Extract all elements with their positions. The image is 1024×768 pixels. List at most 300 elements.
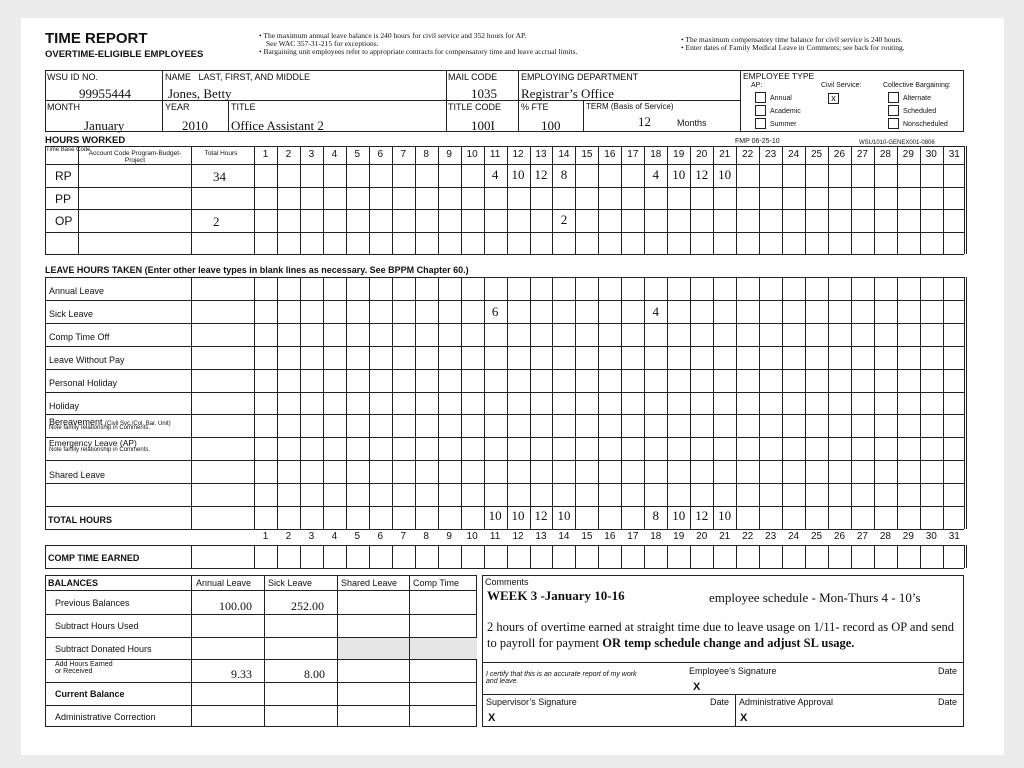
- grid-vline: [782, 545, 783, 568]
- grid-hline: [45, 392, 964, 393]
- total-hours-day-14[interactable]: 10: [557, 508, 571, 523]
- grid-vline: [552, 545, 553, 568]
- subtract-donated-label: Subtract Donated Hours: [55, 644, 152, 654]
- grid-vline: [598, 545, 599, 568]
- grid-vline: [736, 277, 737, 529]
- total-hours-day-18[interactable]: 8: [652, 508, 660, 523]
- grid-hline: [45, 483, 964, 484]
- alternate-checkbox[interactable]: [888, 92, 899, 103]
- grid-vline: [507, 545, 508, 568]
- title-label: TITLE: [231, 102, 256, 112]
- grid-vline: [323, 545, 324, 568]
- grid-vline: [323, 277, 324, 529]
- grid-vline: [191, 146, 192, 254]
- mail-code-field[interactable]: 1035: [471, 86, 497, 101]
- grid-hline: [45, 323, 964, 324]
- supervisor-date-label: Date: [710, 697, 730, 707]
- hours-op-day-14[interactable]: 2: [560, 212, 568, 227]
- grid-vline: [920, 277, 921, 529]
- day-header-23: 23: [765, 149, 777, 160]
- grid-vline: [254, 146, 255, 254]
- grid-vline: [713, 146, 714, 254]
- day-header-8: 8: [423, 149, 429, 160]
- comment-line-2[interactable]: to payroll for payment OR temp schedule change and adjust SL usage.: [487, 636, 855, 650]
- admin-correction-label: Administrative Correction: [55, 712, 156, 722]
- grid-vline: [966, 545, 967, 568]
- strip-day-22: 22: [742, 530, 754, 542]
- grid-vline: [621, 277, 622, 529]
- grid-vline: [323, 146, 324, 254]
- strip-day-26: 26: [833, 530, 846, 542]
- grid-hline: [45, 460, 964, 461]
- day-header-29: 29: [902, 149, 914, 160]
- grid-vline: [828, 146, 829, 254]
- form-subtitle: OVERTIME-ELIGIBLE EMPLOYEES: [45, 49, 204, 60]
- scheduled-checkbox[interactable]: [888, 105, 899, 116]
- sick-leave-col: Sick Leave: [268, 578, 313, 588]
- day-header-20: 20: [696, 149, 708, 160]
- day-header-3: 3: [308, 149, 315, 160]
- grid-vline: [191, 277, 192, 529]
- grid-vline: [851, 277, 852, 529]
- strip-day-8: 8: [423, 530, 429, 542]
- hours-worked-heading: HOURS WORKED: [45, 135, 126, 146]
- total-hours-day-19[interactable]: 10: [672, 508, 686, 523]
- shared-leave-col: Shared Leave: [341, 578, 398, 588]
- grid-vline: [713, 277, 714, 529]
- grid-vline: [300, 146, 301, 254]
- grid-vline: [943, 277, 944, 529]
- department-field[interactable]: Registrar’s Office: [521, 86, 615, 101]
- grid-vline: [943, 545, 944, 568]
- time-base-code-rp[interactable]: RP: [55, 169, 72, 183]
- day-header-27: 27: [856, 149, 868, 160]
- grid-vline: [621, 146, 622, 254]
- grid-vline: [667, 146, 668, 254]
- emergency-leave-label: Emergency Leave (AP): [49, 438, 137, 448]
- day-header-9: 9: [446, 149, 452, 160]
- previous-sick-value[interactable]: 252.00: [291, 599, 324, 613]
- time-base-code-header: Time Base Code: [46, 147, 91, 153]
- admin-approval-label: Administrative Approval: [739, 697, 834, 707]
- grid-vline: [874, 146, 875, 254]
- grid-hline: [45, 545, 964, 546]
- certify-statement: I certify that this is an accurate report of my work and leave.: [486, 671, 637, 685]
- strip-day-7: 7: [400, 530, 406, 542]
- grid-vline: [277, 277, 278, 529]
- fte-label: % FTE: [521, 102, 549, 112]
- subtract-hours-used-label: Subtract Hours Used: [55, 621, 139, 631]
- grid-vline: [392, 277, 393, 529]
- strip-day-19: 19: [673, 530, 685, 542]
- grid-vline: [254, 545, 255, 568]
- grid-hline: [45, 300, 964, 301]
- grid-vline: [461, 277, 462, 529]
- strip-day-15: 15: [581, 530, 593, 542]
- grid-vline: [966, 277, 967, 529]
- fte-field[interactable]: 100: [541, 118, 561, 133]
- grid-vline: [45, 545, 46, 568]
- name-label: NAME LAST, FIRST, AND MIDDLE: [165, 72, 311, 82]
- grid-vline: [667, 277, 668, 529]
- grid-vline: [805, 146, 806, 254]
- grid-vline: [277, 146, 278, 254]
- day-header-19: 19: [673, 149, 685, 160]
- total-hours-day-13[interactable]: 12: [534, 508, 548, 523]
- holiday-label: Holiday: [49, 401, 80, 411]
- title-code-field[interactable]: 100I: [471, 118, 495, 133]
- mail-code-label: MAIL CODE: [448, 72, 498, 82]
- grid-vline: [369, 545, 370, 568]
- strip-day-21: 21: [719, 530, 731, 542]
- strip-day-30: 30: [925, 530, 937, 542]
- comment-week[interactable]: WEEK 3 -January 10-16: [487, 588, 625, 603]
- day-header-18: 18: [650, 149, 662, 160]
- grid-vline: [874, 545, 875, 568]
- comp-time-col: Comp Time: [413, 578, 460, 588]
- or-received-label: or Received: [55, 668, 93, 675]
- hours-rp-day-19[interactable]: 10: [672, 167, 686, 182]
- grid-vline: [369, 277, 370, 529]
- day-header-25: 25: [810, 149, 823, 160]
- grid-vline: [300, 277, 301, 529]
- day-header-1: 1: [262, 149, 269, 160]
- grid-hline: [45, 414, 964, 415]
- day-header-22: 22: [742, 149, 754, 160]
- grid-vline: [552, 146, 553, 254]
- day-header-15: 15: [581, 149, 593, 160]
- grid-vline: [369, 146, 370, 254]
- grid-vline: [346, 545, 347, 568]
- grid-vline: [45, 277, 46, 529]
- comments-label: Comments: [485, 577, 529, 587]
- grid-vline: [805, 277, 806, 529]
- strip-day-29: 29: [902, 530, 914, 542]
- bereavement-note: Note family relationship in Comments.: [49, 425, 151, 431]
- comp-time-off-label: Comp Time Off: [49, 332, 110, 342]
- total-hours-label: TOTAL HOURS: [48, 515, 113, 525]
- grid-hline: [45, 277, 964, 278]
- supervisor-signature-label: Supervisor’s Signature: [486, 697, 577, 707]
- strip-day-20: 20: [696, 530, 708, 542]
- strip-day-12: 12: [512, 530, 524, 542]
- grid-vline: [300, 545, 301, 568]
- day-header-14: 14: [558, 149, 570, 160]
- total-hours-op[interactable]: 2: [213, 214, 220, 229]
- strip-day-27: 27: [856, 530, 868, 542]
- grid-hline: [45, 187, 964, 188]
- grid-vline: [438, 146, 439, 254]
- total-hours-day-20[interactable]: 12: [695, 508, 709, 523]
- grid-vline: [874, 277, 875, 529]
- grid-vline: [598, 277, 599, 529]
- wsu-id-field[interactable]: 99955444: [79, 86, 131, 101]
- grid-vline: [484, 545, 485, 568]
- grid-vline: [713, 545, 714, 568]
- balances-heading: BALANCES: [48, 578, 99, 588]
- shared-leave-label: Shared Leave: [49, 470, 106, 480]
- grid-hline: [45, 232, 964, 233]
- previous-balances-label: Previous Balances: [55, 598, 130, 608]
- academic-label: Academic: [770, 108, 801, 115]
- grid-vline: [644, 545, 645, 568]
- grid-vline: [254, 277, 255, 529]
- grid-vline: [897, 146, 898, 254]
- annual-leave-col: Annual Leave: [196, 578, 252, 588]
- day-header-30: 30: [925, 149, 937, 160]
- grid-vline: [759, 277, 760, 529]
- time-base-code-pp[interactable]: PP: [55, 191, 72, 206]
- grid-vline: [828, 277, 829, 529]
- grid-vline: [759, 545, 760, 568]
- grid-vline: [782, 146, 783, 254]
- nonscheduled-label: Nonscheduled: [903, 121, 948, 128]
- day-header-7: 7: [400, 149, 406, 160]
- day-header-17: 17: [627, 149, 639, 160]
- grid-vline: [667, 545, 668, 568]
- grid-hline: [45, 369, 964, 370]
- grid-vline: [415, 277, 416, 529]
- grid-vline: [575, 146, 576, 254]
- total-hours-header: Total Hours: [204, 150, 238, 157]
- form-code: FMP 06-25-10: [735, 138, 780, 145]
- employee-type-label: EMPLOYEE TYPE: [743, 71, 815, 81]
- ap-label: AP:: [751, 82, 763, 89]
- name-field[interactable]: Jones, Betty: [168, 86, 232, 101]
- day-header-13: 13: [535, 149, 547, 160]
- grid-vline: [530, 545, 531, 568]
- grid-vline: [392, 146, 393, 254]
- hours-rp-day-18[interactable]: 4: [652, 167, 660, 182]
- grid-vline: [530, 277, 531, 529]
- comment-schedule[interactable]: employee schedule - Mon-Thurs 4 - 10’s: [709, 590, 921, 605]
- total-hours-day-21[interactable]: 10: [718, 508, 732, 523]
- day-header-16: 16: [604, 149, 616, 160]
- grid-vline: [897, 277, 898, 529]
- supervisor-signature-x[interactable]: X: [488, 712, 496, 724]
- employee-signature-x[interactable]: X: [693, 681, 701, 693]
- grid-vline: [415, 545, 416, 568]
- add-hours-earned-label: Add Hours Earned: [55, 661, 113, 668]
- grid-vline: [736, 545, 737, 568]
- earned-annual-value[interactable]: 9.33: [231, 667, 252, 681]
- day-header-26: 26: [833, 149, 846, 160]
- strip-day-2: 2: [285, 530, 292, 542]
- grid-vline: [690, 545, 691, 568]
- grid-vline: [78, 146, 79, 254]
- strip-day-10: 10: [466, 530, 478, 542]
- civil-service-label: Civil Service:: [821, 82, 862, 89]
- grid-vline: [438, 545, 439, 568]
- grid-vline: [530, 146, 531, 254]
- strip-day-1: 1: [262, 530, 269, 542]
- grid-vline: [346, 146, 347, 254]
- hours-rp-day-11[interactable]: 4: [491, 167, 499, 182]
- strip-day-31: 31: [948, 530, 960, 542]
- year-label: YEAR: [165, 102, 190, 112]
- grid-vline: [920, 545, 921, 568]
- strip-day-11: 11: [489, 530, 501, 542]
- grid-hline: [45, 506, 964, 507]
- strip-day-23: 23: [765, 530, 777, 542]
- annual-label: Annual: [770, 95, 792, 102]
- strip-day-13: 13: [535, 530, 547, 542]
- grid-vline: [484, 146, 485, 254]
- time-base-code-op[interactable]: OP: [55, 214, 73, 228]
- strip-day-9: 9: [446, 530, 452, 542]
- grid-vline: [575, 277, 576, 529]
- grid-vline: [943, 146, 944, 254]
- grid-vline: [964, 277, 965, 529]
- hours-rp-day-12[interactable]: 10: [511, 167, 525, 182]
- previous-annual-value[interactable]: 100.00: [219, 599, 252, 613]
- strip-day-18: 18: [650, 530, 662, 542]
- scheduled-label: Scheduled: [903, 108, 937, 115]
- grid-hline: [45, 529, 964, 530]
- grid-vline: [964, 146, 965, 254]
- nonscheduled-checkbox[interactable]: [888, 118, 899, 129]
- strip-day-24: 24: [787, 530, 800, 542]
- title-field[interactable]: Office Assistant 2: [231, 118, 324, 133]
- bereavement-label: Bereavement (Civil Svc./Col. Bar. Unit): [49, 417, 171, 427]
- grid-vline: [621, 545, 622, 568]
- grid-vline: [191, 545, 192, 568]
- summer-checkbox[interactable]: [755, 118, 766, 129]
- title-code-label: TITLE CODE: [448, 102, 502, 112]
- hours-rp-day-20[interactable]: 12: [695, 167, 709, 182]
- academic-checkbox[interactable]: [755, 105, 766, 116]
- annual-checkbox[interactable]: [755, 92, 766, 103]
- strip-day-14: 14: [558, 530, 570, 542]
- grid-vline: [45, 146, 46, 254]
- grid-vline: [828, 545, 829, 568]
- strip-day-28: 28: [879, 530, 891, 542]
- time-report-sheet: [21, 18, 1004, 755]
- months-label: Months: [677, 118, 707, 128]
- admin-signature-x[interactable]: X: [740, 712, 748, 724]
- grid-vline: [392, 545, 393, 568]
- alternate-label: Alternate: [903, 95, 932, 102]
- grid-vline: [759, 146, 760, 254]
- day-header-21: 21: [719, 149, 731, 160]
- grid-hline: [45, 346, 964, 347]
- grid-vline: [782, 277, 783, 529]
- header-note-1: • The maximum annual leave balance is 240 hours for civil service and 352 hours for AP. See WAC 357-31-215 for exceptions. • Bargaining unit employees refer to appropriate contracts for compensatory time and leave accrual limits.: [259, 31, 578, 56]
- strip-day-25: 25: [810, 530, 823, 542]
- grid-vline: [920, 146, 921, 254]
- grid-vline: [736, 146, 737, 254]
- grid-vline: [897, 545, 898, 568]
- day-header-6: 6: [377, 149, 384, 160]
- total-hours-day-11[interactable]: 10: [488, 508, 502, 523]
- grid-vline: [598, 146, 599, 254]
- personal-holiday-label: Personal Holiday: [49, 378, 118, 388]
- grid-vline: [575, 545, 576, 568]
- grid-vline: [851, 146, 852, 254]
- grid-vline: [552, 277, 553, 529]
- total-hours-day-12[interactable]: 10: [511, 508, 525, 523]
- grid-vline: [805, 545, 806, 568]
- civil-service-checkbox[interactable]: x: [828, 93, 839, 104]
- strip-day-4: 4: [331, 530, 338, 542]
- leave-heading: LEAVE HOURS TAKEN (Enter other leave types in blank lines as necessary. See BPPM Chapter 60.): [45, 265, 469, 275]
- grid-vline: [346, 277, 347, 529]
- grid-hline: [45, 254, 964, 255]
- grid-vline: [851, 545, 852, 568]
- grid-vline: [415, 146, 416, 254]
- grid-vline: [644, 146, 645, 254]
- term-field[interactable]: 12: [638, 114, 651, 129]
- day-header-31: 31: [948, 149, 960, 160]
- year-field[interactable]: 2010: [182, 118, 208, 133]
- strip-day-16: 16: [604, 530, 616, 542]
- hours-rp-day-21[interactable]: 10: [718, 167, 732, 182]
- sick-leave-day-18[interactable]: 4: [652, 303, 660, 319]
- day-header-2: 2: [285, 149, 292, 160]
- grid-hline: [45, 568, 964, 569]
- comp-time-earned-label: COMP TIME EARNED: [48, 553, 140, 563]
- grid-vline: [507, 277, 508, 529]
- earned-sick-value[interactable]: 8.00: [304, 667, 325, 681]
- sick-leave-day-11[interactable]: 6: [491, 303, 499, 319]
- grid-vline: [966, 146, 967, 254]
- wsu-id-label: WSU ID NO.: [47, 72, 98, 82]
- hours-rp-day-14[interactable]: 8: [560, 167, 568, 182]
- total-hours-rp[interactable]: 34: [213, 169, 226, 184]
- grid-vline: [690, 146, 691, 254]
- grid-hline: [45, 146, 964, 147]
- grid-vline: [507, 146, 508, 254]
- emergency-note: Note family relationship in Comments.: [49, 447, 151, 453]
- employee-date-label: Date: [938, 666, 958, 676]
- day-header-5: 5: [354, 149, 361, 160]
- annual-leave-label: Annual Leave: [49, 286, 105, 296]
- day-header-12: 12: [512, 149, 524, 160]
- leave-without-pay-label: Leave Without Pay: [49, 355, 125, 365]
- month-label: MONTH: [47, 102, 80, 112]
- day-header-28: 28: [879, 149, 891, 160]
- form-title: TIME REPORT: [45, 30, 148, 47]
- day-header-4: 4: [331, 149, 338, 160]
- form-id: WSU1010-GENEX001-0806: [859, 140, 935, 146]
- strip-day-6: 6: [377, 530, 384, 542]
- day-header-24: 24: [787, 149, 800, 160]
- sick-leave-label: Sick Leave: [49, 309, 94, 319]
- strip-day-5: 5: [354, 530, 361, 542]
- grid-vline: [690, 277, 691, 529]
- comment-line-1[interactable]: 2 hours of overtime earned at straight time due to leave usage on 1/11- record as OP and send: [487, 620, 954, 634]
- collective-bargaining-label: Collective Bargaining:: [883, 82, 951, 89]
- day-header-11: 11: [489, 149, 501, 160]
- term-label: TERM (Basis of Service): [586, 102, 674, 111]
- employee-signature-label: Employee’s Signature: [689, 666, 777, 676]
- header-note-2: • The maximum compensatory time balance for civil service is 240 hours. • Enter dates of Family Medical Leave in Comments; see back for routing.: [681, 35, 905, 52]
- grid-vline: [438, 277, 439, 529]
- strip-day-17: 17: [627, 530, 639, 542]
- grid-hline: [45, 209, 964, 210]
- day-header-10: 10: [466, 149, 478, 160]
- employing-dept-label: EMPLOYING DEPARTMENT: [521, 72, 639, 82]
- account-code-header: Account Code Program-Budget-Project: [88, 150, 182, 164]
- strip-day-3: 3: [308, 530, 315, 542]
- grid-hline: [45, 164, 964, 165]
- hours-rp-day-13[interactable]: 12: [534, 167, 548, 182]
- month-field[interactable]: January: [84, 118, 125, 133]
- grid-vline: [461, 545, 462, 568]
- current-balance-label: Current Balance: [55, 689, 125, 699]
- grid-hline: [45, 437, 964, 438]
- summer-label: Summer: [770, 121, 797, 128]
